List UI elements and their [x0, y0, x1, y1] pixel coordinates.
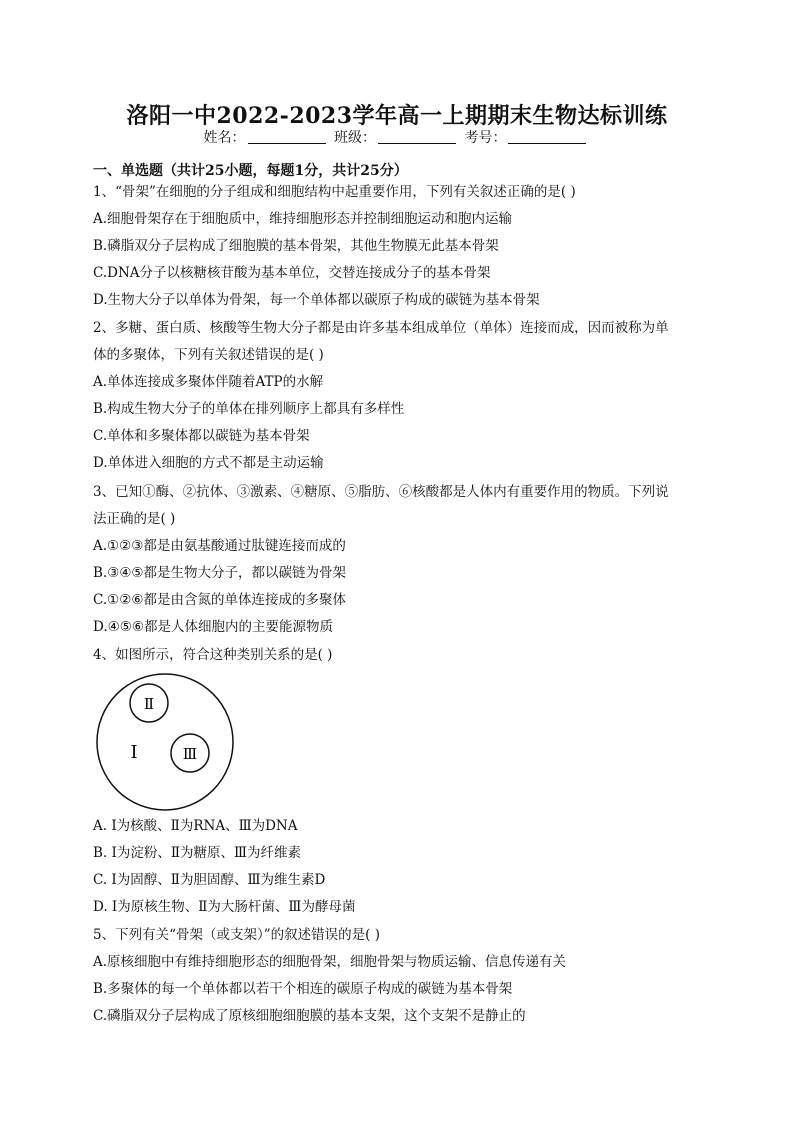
question-5-option-a[interactable]: A.原核细胞中有维持细胞形态的细胞骨架，细胞骨架与物质运输、信息传递有关 [93, 954, 567, 970]
name-blank[interactable] [248, 129, 326, 144]
question-2-option-b[interactable]: B.构成生物大分子的单体在排列顺序上都具有多样性 [93, 401, 405, 417]
question-1-option-b[interactable]: B.磷脂双分子层构成了细胞膜的基本骨架，其他生物膜无此基本骨架 [93, 238, 499, 254]
question-4-option-d[interactable]: D. Ⅰ为原核生物、Ⅱ为大肠杆菌、Ⅲ为酵母菌 [93, 899, 356, 915]
class-blank[interactable] [378, 129, 456, 144]
question-2-option-a[interactable]: A.单体连接成多聚体伴随着ATP的水解 [93, 374, 324, 390]
question-3-option-a[interactable]: A.①②③都是由氨基酸通过肽键连接而成的 [93, 538, 346, 554]
venn-diagram-svg [95, 672, 235, 812]
question-3-option-d[interactable]: D.④⑤⑥都是人体细胞内的主要能源物质 [93, 619, 333, 635]
question-2-option-d[interactable]: D.单体进入细胞的方式不都是主动运输 [93, 455, 324, 471]
student-info-row [0, 127, 794, 147]
name-label: 姓名： [203, 130, 246, 146]
class-field [334, 127, 460, 147]
label-II: Ⅱ [143, 695, 155, 713]
question-2-option-c[interactable]: C.单体和多聚体都以碳链为基本骨架 [93, 428, 310, 444]
question-1-option-a[interactable]: A.细胞骨架存在于细胞质中，维持细胞形态并控制细胞运动和胞内运输 [93, 211, 513, 227]
category-relation-diagram [95, 672, 235, 812]
exam-title: 洛阳一中2022-2023学年高一上期期末生物达标训练 [126, 103, 668, 129]
question-2-stem-line-1: 2、多糖、蛋白质、核酸等生物大分子都是由许多基本组成单位（单体）连接而成，因而被称为单 [93, 320, 669, 336]
question-3-stem-line-2: 法正确的是( ) [93, 511, 176, 527]
question-4-option-a[interactable]: A. Ⅰ为核酸、Ⅱ为RNA、Ⅲ为DNA [93, 818, 298, 834]
class-label: 班级： [334, 130, 376, 146]
name-field [204, 127, 330, 147]
exam-number-field [464, 127, 590, 147]
question-1-stem: 1、“骨架”在细胞的分子组成和细胞结构中起重要作用，下列有关叙述正确的是( ) [93, 184, 576, 200]
outer-circle-I [97, 674, 233, 810]
question-5-option-b[interactable]: B.多聚体的每一个单体都以若干个相连的碳原子构成的碳链为基本骨架 [93, 981, 513, 997]
question-4-stem: 4、如图所示，符合这种类别关系的是( ) [93, 647, 333, 663]
question-1-option-c[interactable]: C.DNA分子以核糖核苷酸为基本单位，交替连接成分子的基本骨架 [93, 265, 491, 281]
question-2-stem-line-2: 体的多聚体，下列有关叙述错误的是( ) [93, 347, 324, 363]
question-1-option-d[interactable]: D.生物大分子以单体为骨架，每一个单体都以碳原子构成的碳链为基本骨架 [93, 292, 540, 308]
question-4-option-c[interactable]: C. Ⅰ为固醇、Ⅱ为胆固醇、Ⅲ为维生素D [93, 872, 326, 888]
question-5-option-c[interactable]: C.磷脂双分子层构成了原核细胞细胞膜的基本支架，这个支架不是静止的 [93, 1008, 526, 1024]
question-4-option-b[interactable]: B. Ⅰ为淀粉、Ⅱ为糖原、Ⅲ为纤维素 [93, 845, 302, 861]
section-heading: 一、单选题（共计25小题，每题1分，共计25分） [93, 163, 408, 179]
question-3-option-c[interactable]: C.①②⑥都是由含氮的单体连接成的多聚体 [93, 592, 346, 608]
question-3-option-b[interactable]: B.③④⑤都是生物大分子，都以碳链为骨架 [93, 565, 347, 581]
question-5-stem: 5、下列有关“骨架（或支架）”的叙述错误的是( ) [93, 927, 380, 943]
exam-number-label: 考号： [464, 130, 507, 146]
label-III: Ⅲ [182, 745, 198, 763]
question-3-stem-line-1: 3、已知①酶、②抗体、③激素、④糖原、⑤脂肪、⑥核酸都是人体内有重要作用的物质。下列说 [93, 484, 669, 500]
exam-number-blank[interactable] [508, 129, 586, 144]
label-I: Ⅰ [130, 742, 138, 763]
